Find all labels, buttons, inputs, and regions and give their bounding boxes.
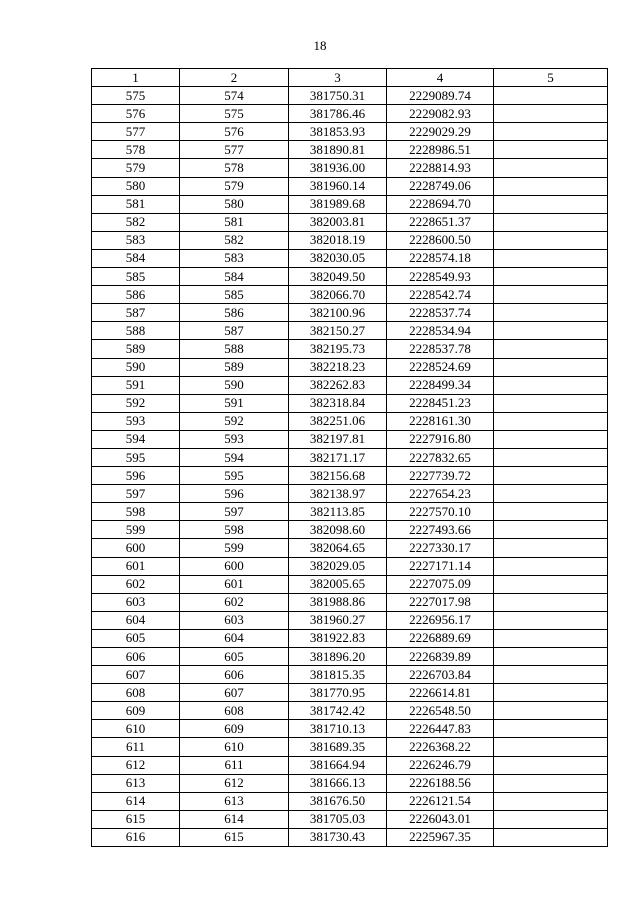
table-row <box>92 105 608 123</box>
table-row <box>92 322 608 340</box>
table-cell <box>494 810 608 828</box>
table-cell: 2228651.37 <box>387 213 494 231</box>
table-cell: 586 <box>92 286 180 304</box>
table-cell: 381896.20 <box>289 648 387 666</box>
table-cell: 2226956.17 <box>387 611 494 629</box>
table-row <box>92 141 608 159</box>
table-cell: 587 <box>92 304 180 322</box>
table-cell: 381988.86 <box>289 593 387 611</box>
table-cell: 381853.93 <box>289 123 387 141</box>
table-cell: 2227570.10 <box>387 503 494 521</box>
table-cell: 588 <box>92 322 180 340</box>
table-row <box>92 467 608 485</box>
table-cell: 382218.23 <box>289 358 387 376</box>
table-row <box>92 87 608 105</box>
table-cell: 2228749.06 <box>387 177 494 195</box>
table-cell: 2228549.93 <box>387 268 494 286</box>
table-cell <box>494 376 608 394</box>
table-cell: 382113.85 <box>289 503 387 521</box>
table-cell: 597 <box>92 485 180 503</box>
table-cell: 602 <box>180 593 289 611</box>
table-cell: 2227017.98 <box>387 593 494 611</box>
table-cell: 381664.94 <box>289 756 387 774</box>
table-cell: 612 <box>92 756 180 774</box>
table-row <box>92 177 608 195</box>
table-cell: 2226043.01 <box>387 810 494 828</box>
table-row <box>92 593 608 611</box>
table-cell: 579 <box>92 159 180 177</box>
table-cell: 382064.65 <box>289 539 387 557</box>
table-row <box>92 123 608 141</box>
table-cell: 580 <box>180 195 289 213</box>
table-cell <box>494 159 608 177</box>
table-cell: 2228542.74 <box>387 286 494 304</box>
table-row <box>92 828 608 846</box>
table-cell: 2228694.70 <box>387 195 494 213</box>
table-cell: 609 <box>180 720 289 738</box>
table-cell <box>494 467 608 485</box>
table-row <box>92 756 608 774</box>
table-cell: 2228534.94 <box>387 322 494 340</box>
table-cell: 606 <box>92 648 180 666</box>
table-cell <box>494 720 608 738</box>
table-cell <box>494 195 608 213</box>
table-cell: 382005.65 <box>289 575 387 593</box>
table-cell: 2226246.79 <box>387 756 494 774</box>
table-cell <box>494 521 608 539</box>
table-cell: 2227493.66 <box>387 521 494 539</box>
table-cell: 381710.13 <box>289 720 387 738</box>
table-cell: 605 <box>180 648 289 666</box>
table-cell: 381730.43 <box>289 828 387 846</box>
table-cell: 613 <box>180 792 289 810</box>
page-number: 18 <box>313 38 327 53</box>
table-cell <box>494 177 608 195</box>
table-cell: 2228161.30 <box>387 412 494 430</box>
table-cell: 2226121.54 <box>387 792 494 810</box>
table-row <box>92 611 608 629</box>
table-cell: 575 <box>92 87 180 105</box>
table-cell: 578 <box>92 141 180 159</box>
table-cell: 582 <box>180 231 289 249</box>
table-cell: 382029.05 <box>289 557 387 575</box>
table-cell <box>494 593 608 611</box>
table-cell <box>494 828 608 846</box>
table-row <box>92 412 608 430</box>
table-cell: 610 <box>92 720 180 738</box>
table-cell: 608 <box>92 684 180 702</box>
table-cell <box>494 684 608 702</box>
table-cell: 382066.70 <box>289 286 387 304</box>
table-cell: 602 <box>92 575 180 593</box>
table-cell <box>494 322 608 340</box>
table-cell <box>494 575 608 593</box>
table-cell <box>494 648 608 666</box>
table-cell: 601 <box>92 557 180 575</box>
table-row <box>92 430 608 448</box>
table-cell: 594 <box>180 448 289 466</box>
table-cell: 610 <box>180 738 289 756</box>
table-cell: 381666.13 <box>289 774 387 792</box>
table-cell <box>494 394 608 412</box>
table-cell <box>494 231 608 249</box>
table-cell: 589 <box>92 340 180 358</box>
table-cell: 2226368.22 <box>387 738 494 756</box>
table-cell: 613 <box>92 774 180 792</box>
table-row <box>92 394 608 412</box>
table-cell: 605 <box>92 629 180 647</box>
table-cell: 381936.00 <box>289 159 387 177</box>
table-row <box>92 575 608 593</box>
table-cell: 2227739.72 <box>387 467 494 485</box>
table-row <box>92 720 608 738</box>
table-cell: 614 <box>92 792 180 810</box>
table-cell: 382098.60 <box>289 521 387 539</box>
table-cell: 604 <box>92 611 180 629</box>
table-row <box>92 213 608 231</box>
table-cell: 597 <box>180 503 289 521</box>
table-cell: 595 <box>180 467 289 485</box>
table-cell: 588 <box>180 340 289 358</box>
table-cell: 382195.73 <box>289 340 387 358</box>
table-cell: 614 <box>180 810 289 828</box>
table-cell: 607 <box>180 684 289 702</box>
table-cell <box>494 666 608 684</box>
table-cell: 608 <box>180 702 289 720</box>
table-row <box>92 304 608 322</box>
table-cell: 603 <box>92 593 180 611</box>
table-cell: 2226839.89 <box>387 648 494 666</box>
column-header: 3 <box>289 69 387 87</box>
table-cell <box>494 738 608 756</box>
table-cell: 2229082.93 <box>387 105 494 123</box>
table-cell: 381786.46 <box>289 105 387 123</box>
table-cell: 604 <box>180 629 289 647</box>
table-cell: 603 <box>180 611 289 629</box>
table-row <box>92 792 608 810</box>
table-cell: 2227832.65 <box>387 448 494 466</box>
table-row <box>92 448 608 466</box>
table-cell: 579 <box>180 177 289 195</box>
table-cell: 2226447.83 <box>387 720 494 738</box>
column-header: 4 <box>387 69 494 87</box>
header-row <box>92 69 608 87</box>
table-row <box>92 376 608 394</box>
table-row <box>92 539 608 557</box>
table-cell: 2226548.50 <box>387 702 494 720</box>
table-cell: 2228524.69 <box>387 358 494 376</box>
table-cell <box>494 87 608 105</box>
column-header: 1 <box>92 69 180 87</box>
table-cell: 611 <box>180 756 289 774</box>
table-cell <box>494 756 608 774</box>
table-cell: 587 <box>180 322 289 340</box>
table-cell: 616 <box>92 828 180 846</box>
table-cell: 2228537.78 <box>387 340 494 358</box>
table-cell: 594 <box>92 430 180 448</box>
column-header: 5 <box>494 69 608 87</box>
table-cell: 382197.81 <box>289 430 387 448</box>
table-cell: 382262.83 <box>289 376 387 394</box>
table-cell: 592 <box>180 412 289 430</box>
table-cell: 611 <box>92 738 180 756</box>
table-cell: 596 <box>180 485 289 503</box>
table-row <box>92 195 608 213</box>
table-cell: 577 <box>180 141 289 159</box>
table-row <box>92 159 608 177</box>
table-cell: 615 <box>92 810 180 828</box>
table-cell: 595 <box>92 448 180 466</box>
table-row <box>92 702 608 720</box>
table-cell <box>494 702 608 720</box>
table-cell <box>494 430 608 448</box>
table-cell: 592 <box>92 394 180 412</box>
table-row <box>92 557 608 575</box>
table-cell: 2227171.14 <box>387 557 494 575</box>
table-cell: 2228814.93 <box>387 159 494 177</box>
table-cell <box>494 557 608 575</box>
table-row <box>92 268 608 286</box>
table-cell: 609 <box>92 702 180 720</box>
table-row <box>92 810 608 828</box>
table-cell: 591 <box>92 376 180 394</box>
table-cell: 584 <box>92 249 180 267</box>
table-cell <box>494 503 608 521</box>
table-cell: 382030.05 <box>289 249 387 267</box>
coordinates-table <box>91 68 608 847</box>
table-row <box>92 358 608 376</box>
table-cell: 586 <box>180 304 289 322</box>
table-cell: 596 <box>92 467 180 485</box>
table-cell: 600 <box>92 539 180 557</box>
table-cell: 584 <box>180 268 289 286</box>
table-cell: 599 <box>180 539 289 557</box>
table-cell: 580 <box>92 177 180 195</box>
table-row <box>92 684 608 702</box>
table-cell: 600 <box>180 557 289 575</box>
table-cell: 382100.96 <box>289 304 387 322</box>
table-cell: 381815.35 <box>289 666 387 684</box>
table-cell: 2225967.35 <box>387 828 494 846</box>
table-cell: 601 <box>180 575 289 593</box>
table-cell: 2227654.23 <box>387 485 494 503</box>
table-cell <box>494 448 608 466</box>
table-cell: 2228537.74 <box>387 304 494 322</box>
table-cell: 2226703.84 <box>387 666 494 684</box>
table-cell: 382171.17 <box>289 448 387 466</box>
table-cell: 381960.27 <box>289 611 387 629</box>
table-cell: 381676.50 <box>289 792 387 810</box>
table-cell: 382251.06 <box>289 412 387 430</box>
table-cell: 2228451.23 <box>387 394 494 412</box>
table-cell: 598 <box>92 503 180 521</box>
table-cell <box>494 539 608 557</box>
table-cell <box>494 123 608 141</box>
table-cell: 599 <box>92 521 180 539</box>
table-cell: 581 <box>92 195 180 213</box>
table-cell: 612 <box>180 774 289 792</box>
table-cell <box>494 286 608 304</box>
table-cell: 574 <box>180 87 289 105</box>
table-cell: 577 <box>92 123 180 141</box>
table-row <box>92 231 608 249</box>
table-cell <box>494 485 608 503</box>
table-cell: 381705.03 <box>289 810 387 828</box>
table-cell: 2229089.74 <box>387 87 494 105</box>
table-cell: 576 <box>180 123 289 141</box>
table-cell: 381689.35 <box>289 738 387 756</box>
table-cell: 589 <box>180 358 289 376</box>
table-row <box>92 340 608 358</box>
table-cell: 593 <box>180 430 289 448</box>
table-cell: 593 <box>92 412 180 430</box>
table-cell: 583 <box>92 231 180 249</box>
table-row <box>92 738 608 756</box>
table-cell: 2227916.80 <box>387 430 494 448</box>
table-cell: 591 <box>180 394 289 412</box>
table-cell: 381750.31 <box>289 87 387 105</box>
table-cell: 382150.27 <box>289 322 387 340</box>
table-cell: 381960.14 <box>289 177 387 195</box>
table-row <box>92 648 608 666</box>
table-cell <box>494 358 608 376</box>
table-cell: 2226188.56 <box>387 774 494 792</box>
table-cell <box>494 268 608 286</box>
table-cell <box>494 213 608 231</box>
table-cell <box>494 774 608 792</box>
table-cell <box>494 304 608 322</box>
table-row <box>92 774 608 792</box>
table-cell: 2228600.50 <box>387 231 494 249</box>
table-row <box>92 286 608 304</box>
table-cell: 598 <box>180 521 289 539</box>
table-cell: 381890.81 <box>289 141 387 159</box>
table-cell: 576 <box>92 105 180 123</box>
table-cell: 607 <box>92 666 180 684</box>
table-cell <box>494 340 608 358</box>
table-cell: 381989.68 <box>289 195 387 213</box>
table-body <box>92 87 608 847</box>
table-cell: 381770.95 <box>289 684 387 702</box>
table-cell: 575 <box>180 105 289 123</box>
table-cell: 582 <box>92 213 180 231</box>
table-cell: 2227075.09 <box>387 575 494 593</box>
table-cell: 585 <box>180 286 289 304</box>
table-cell: 382156.68 <box>289 467 387 485</box>
table-cell: 578 <box>180 159 289 177</box>
table-cell <box>494 629 608 647</box>
table-cell: 606 <box>180 666 289 684</box>
table-cell: 382018.19 <box>289 231 387 249</box>
table-cell <box>494 792 608 810</box>
table-cell: 381742.42 <box>289 702 387 720</box>
table-cell: 2228986.51 <box>387 141 494 159</box>
table-row <box>92 485 608 503</box>
table-cell: 590 <box>180 376 289 394</box>
table-cell: 2229029.29 <box>387 123 494 141</box>
table-cell: 382138.97 <box>289 485 387 503</box>
table-header <box>92 69 608 87</box>
table-cell: 581 <box>180 213 289 231</box>
table-cell: 585 <box>92 268 180 286</box>
table-row <box>92 521 608 539</box>
table-cell: 2228574.18 <box>387 249 494 267</box>
table-cell <box>494 249 608 267</box>
table-cell: 382003.81 <box>289 213 387 231</box>
table-cell: 382318.84 <box>289 394 387 412</box>
table-cell: 2227330.17 <box>387 539 494 557</box>
table-cell: 2228499.34 <box>387 376 494 394</box>
table-cell: 583 <box>180 249 289 267</box>
table-cell: 2226889.69 <box>387 629 494 647</box>
table-cell <box>494 105 608 123</box>
table-cell: 382049.50 <box>289 268 387 286</box>
table-cell <box>494 141 608 159</box>
table-row <box>92 629 608 647</box>
table-row <box>92 666 608 684</box>
table-row <box>92 249 608 267</box>
table-cell: 2226614.81 <box>387 684 494 702</box>
column-header: 2 <box>180 69 289 87</box>
table-cell: 615 <box>180 828 289 846</box>
table-cell: 590 <box>92 358 180 376</box>
table-cell <box>494 412 608 430</box>
table-cell <box>494 611 608 629</box>
table-row <box>92 503 608 521</box>
table-cell: 381922.83 <box>289 629 387 647</box>
